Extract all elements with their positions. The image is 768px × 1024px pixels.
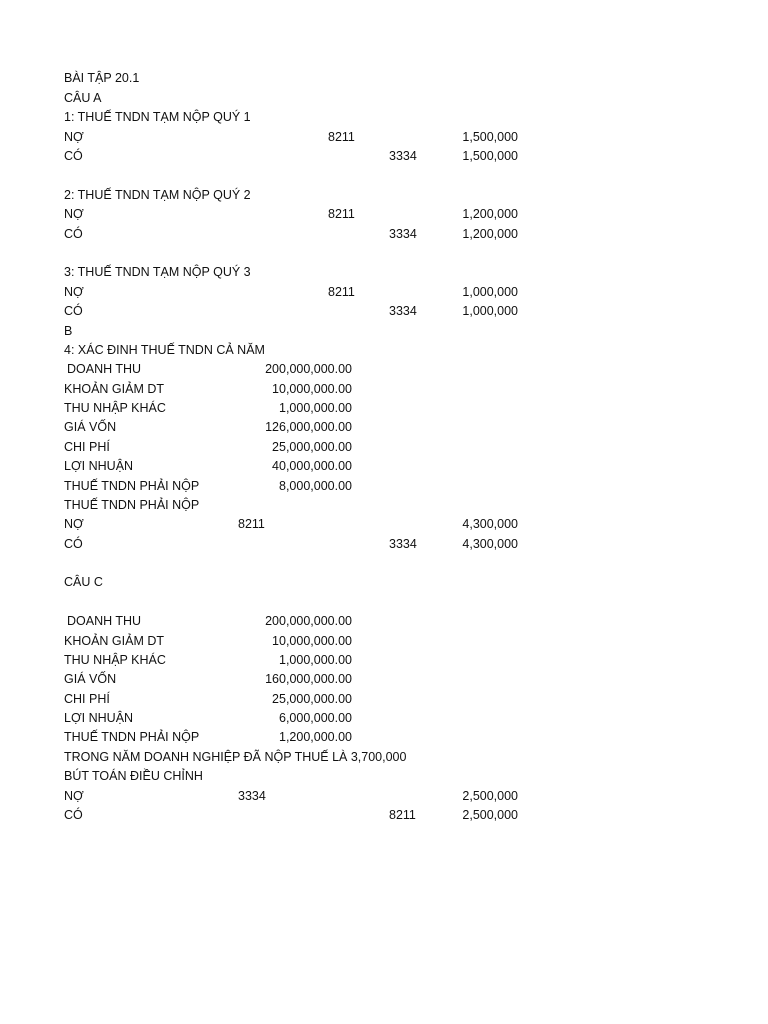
- debit-row: [0, 515, 768, 534]
- credit-account: 8211: [389, 808, 416, 822]
- section-a-heading: CÂU A: [64, 91, 102, 105]
- entry-heading: 2: THUẾ TNDN TẠM NỘP QUÝ 2: [64, 188, 251, 202]
- debit-account: 8211: [328, 285, 355, 299]
- credit-account: 3334: [389, 537, 417, 551]
- calc-label: DOANH THU: [67, 614, 142, 628]
- entry-heading: 3: THUẾ TNDN TẠM NỘP QUÝ 3: [64, 265, 251, 279]
- debit-account: 3334: [238, 789, 266, 803]
- credit-amount: 1,000,000: [462, 304, 518, 318]
- credit-row: [0, 806, 768, 825]
- debit-label: NỢ: [64, 789, 84, 803]
- calc-label: GIÁ VỐN: [64, 420, 117, 434]
- calc-row: [0, 690, 768, 709]
- calc-row: [0, 612, 768, 631]
- note-row: [0, 748, 768, 767]
- calc-row: [0, 360, 768, 379]
- calc-label: THUẾ TNDN PHẢI NỘP: [64, 479, 200, 493]
- credit-label: CÓ: [64, 808, 83, 822]
- calc-value: 8,000,000.00: [279, 479, 352, 493]
- calc-value: 6,000,000.00: [279, 711, 352, 725]
- debit-row: [0, 128, 768, 147]
- credit-row: [0, 302, 768, 321]
- calc-value: 1,000,000.00: [279, 653, 352, 667]
- calc-label: CHI PHÍ: [64, 692, 110, 706]
- calc-row: [0, 632, 768, 651]
- calc-value: 1,000,000.00: [279, 401, 352, 415]
- credit-row: [0, 535, 768, 554]
- entry-heading-row: [0, 496, 768, 515]
- tax-paid-note: TRONG NĂM DOANH NGHIỆP ĐÃ NỘP THUẾ LÀ 3,700,000: [64, 750, 407, 764]
- entry-heading-row: [0, 108, 768, 127]
- calc-label: CHI PHÍ: [64, 440, 110, 454]
- calc-value: 25,000,000.00: [272, 440, 352, 454]
- section-b-heading: B: [64, 324, 73, 338]
- calc-value: 1,200,000.00: [279, 730, 352, 744]
- section-b-subheading-row: [0, 341, 768, 360]
- debit-account: 8211: [328, 207, 355, 221]
- debit-amount: 1,500,000: [462, 130, 518, 144]
- calc-value: 200,000,000.00: [265, 362, 352, 376]
- calc-value: 25,000,000.00: [272, 692, 352, 706]
- calc-row: [0, 457, 768, 476]
- calc-row: [0, 418, 768, 437]
- credit-label: CÓ: [64, 149, 83, 163]
- debit-amount: 4,300,000: [462, 517, 518, 531]
- document-title: BÀI TẬP 20.1: [64, 71, 140, 85]
- calc-label: THUẾ TNDN PHẢI NỘP: [64, 730, 200, 744]
- debit-label: NỢ: [64, 130, 84, 144]
- credit-row: [0, 225, 768, 244]
- entry-heading: 1: THUẾ TNDN TẠM NỘP QUÝ 1: [64, 110, 251, 124]
- title-row: [0, 69, 768, 88]
- entry-heading-row: [0, 186, 768, 205]
- entry-heading-row: [0, 263, 768, 282]
- calc-label: LỢI NHUẬN: [64, 459, 134, 473]
- section-b-heading-row: [0, 322, 768, 341]
- debit-row: [0, 787, 768, 806]
- debit-amount: 2,500,000: [462, 789, 518, 803]
- credit-account: 3334: [389, 149, 417, 163]
- credit-account: 3334: [389, 227, 417, 241]
- debit-row: [0, 205, 768, 224]
- calc-row: [0, 477, 768, 496]
- section-a-heading-row: [0, 89, 768, 108]
- section-c-heading-row: [0, 573, 768, 592]
- calc-label: THU NHẬP KHÁC: [64, 401, 166, 415]
- debit-amount: 1,000,000: [462, 285, 518, 299]
- credit-row: [0, 147, 768, 166]
- credit-amount: 1,500,000: [462, 149, 518, 163]
- debit-account: 8211: [238, 517, 265, 531]
- calc-row: [0, 728, 768, 747]
- debit-amount: 1,200,000: [462, 207, 518, 221]
- calc-row: [0, 709, 768, 728]
- credit-account: 3334: [389, 304, 417, 318]
- debit-account: 8211: [328, 130, 355, 144]
- calc-label: LỢI NHUẬN: [64, 711, 134, 725]
- credit-amount: 4,300,000: [462, 537, 518, 551]
- calc-value: 126,000,000.00: [265, 420, 352, 434]
- calc-value: 40,000,000.00: [272, 459, 352, 473]
- calc-row: [0, 651, 768, 670]
- calc-row: [0, 438, 768, 457]
- calc-value: 160,000,000.00: [265, 672, 352, 686]
- calc-row: [0, 380, 768, 399]
- calc-value: 10,000,000.00: [272, 634, 352, 648]
- entry-heading: THUẾ TNDN PHẢI NỘP: [64, 498, 200, 512]
- debit-label: NỢ: [64, 207, 84, 221]
- calc-row: [0, 670, 768, 689]
- debit-label: NỢ: [64, 285, 84, 299]
- section-b-subheading: 4: XÁC ĐINH THUẾ TNDN CẢ NĂM: [64, 343, 265, 357]
- calc-value: 200,000,000.00: [265, 614, 352, 628]
- debit-row: [0, 283, 768, 302]
- credit-amount: 2,500,000: [462, 808, 518, 822]
- entry-heading-row: [0, 767, 768, 786]
- credit-label: CÓ: [64, 227, 83, 241]
- calc-label: GIÁ VỐN: [64, 672, 117, 686]
- calc-row: [0, 399, 768, 418]
- calc-label: KHOẢN GIẢM DT: [64, 634, 165, 648]
- credit-label: CÓ: [64, 304, 83, 318]
- adjustment-heading: BÚT TOÁN ĐIỀU CHỈNH: [64, 769, 203, 783]
- calc-value: 10,000,000.00: [272, 382, 352, 396]
- credit-amount: 1,200,000: [462, 227, 518, 241]
- section-c-heading: CÂU C: [64, 575, 103, 589]
- calc-label: THU NHẬP KHÁC: [64, 653, 166, 667]
- calc-label: DOANH THU: [67, 362, 142, 376]
- credit-label: CÓ: [64, 537, 83, 551]
- calc-label: KHOẢN GIẢM DT: [64, 382, 165, 396]
- debit-label: NỢ: [64, 517, 84, 531]
